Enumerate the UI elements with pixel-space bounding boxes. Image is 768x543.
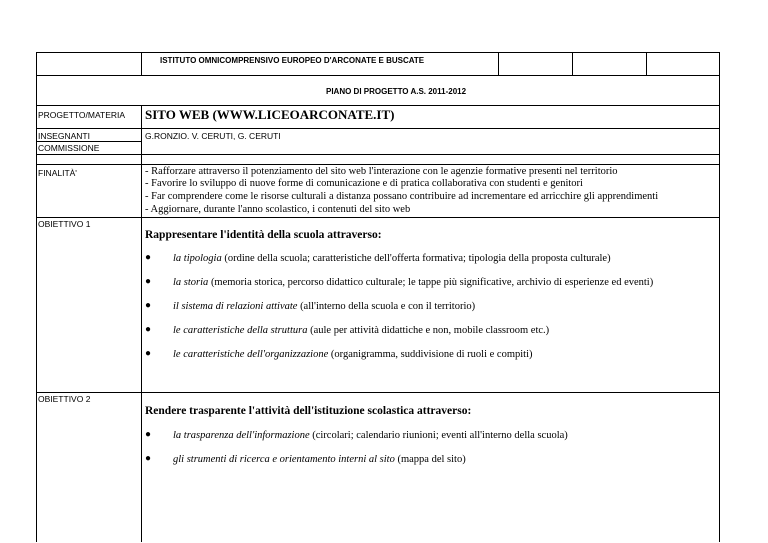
- finalita-line-4: - Aggiornare, durante l'anno scolastico, i contenuti del sito web: [145, 204, 411, 215]
- finalita-line-2: - Favorire lo sviluppo di nuove forme di comunicazione e di pratica collaborativa con studenti e genitori: [145, 178, 583, 189]
- bullet-icon: ●: [145, 252, 152, 263]
- project-title: SITO WEB (WWW.LICEOARCONATE.IT): [145, 107, 395, 122]
- item-emphasis: gli strumenti di ricerca e orientamento interni al sito: [173, 454, 395, 465]
- institute-title: ISTITUTO OMNICOMPRENSIVO EUROPEO D'ARCONATE E BUSCATE: [160, 56, 425, 65]
- bullet-icon: ●: [145, 453, 152, 464]
- finalita-line-3: - Far comprendere come le risorse culturali a distanza possano contribuire ad incrementare ed arricchire gli apprendimenti: [145, 191, 659, 202]
- item-emphasis: la storia: [173, 277, 209, 288]
- obiettivo-2-heading: Rendere trasparente l'attività dell'istituzione scolastica attraverso:: [145, 405, 472, 417]
- bullet-icon: ●: [145, 324, 152, 335]
- bullet-icon: ●: [145, 300, 152, 311]
- item-emphasis: le caratteristiche dell'organizzazione: [173, 349, 329, 360]
- item-text: (organigramma, suddivisione di ruoli e compiti): [328, 349, 533, 360]
- bullet-icon: ●: [145, 348, 152, 359]
- item-emphasis: le caratteristiche della struttura: [173, 325, 308, 336]
- item-emphasis: il sistema di relazioni attivate: [173, 301, 298, 312]
- item-emphasis: la tipologia: [173, 253, 222, 264]
- item-text: (all'interno della scuola e con il territorio): [297, 301, 476, 312]
- label-commissione: COMMISSIONE: [38, 143, 100, 153]
- item-emphasis: la trasparenza dell'informazione: [173, 430, 310, 441]
- item-text: (aule per attività didattiche e non, mobile classroom etc.): [307, 325, 550, 336]
- obiettivo-1-heading: Rappresentare l'identità della scuola attraverso:: [145, 229, 382, 241]
- label-progetto: PROGETTO/MATERIA: [38, 110, 126, 120]
- item-text: (ordine della scuola; caratteristiche dell'offerta formativa; tipologia della proposta culturale): [221, 253, 611, 264]
- item-text: (mappa del sito): [394, 454, 466, 465]
- label-obiettivo-2: OBIETTIVO 2: [38, 394, 91, 404]
- label-insegnanti: INSEGNANTI: [38, 131, 90, 141]
- finalita-line-1: - Rafforzare attraverso il potenziamento del sito web l'interazione con le agenzie formative presenti nel territorio: [145, 166, 618, 177]
- item-text: (circolari; calendario riunioni; eventi all'interno della scuola): [309, 430, 568, 441]
- label-obiettivo-1: OBIETTIVO 1: [38, 219, 91, 229]
- plan-title: PIANO DI PROGETTO A.S. 2011-2012: [326, 87, 467, 96]
- bullet-icon: ●: [145, 276, 152, 287]
- teachers-value: G.RONZIO. V. CERUTI, G. CERUTI: [145, 131, 281, 141]
- label-finalita: FINALITÀ': [38, 168, 77, 178]
- item-text: (memoria storica, percorso didattico culturale; le tappe più significative, archivio di esperienze ed eventi): [208, 277, 654, 288]
- bullet-icon: ●: [145, 429, 152, 440]
